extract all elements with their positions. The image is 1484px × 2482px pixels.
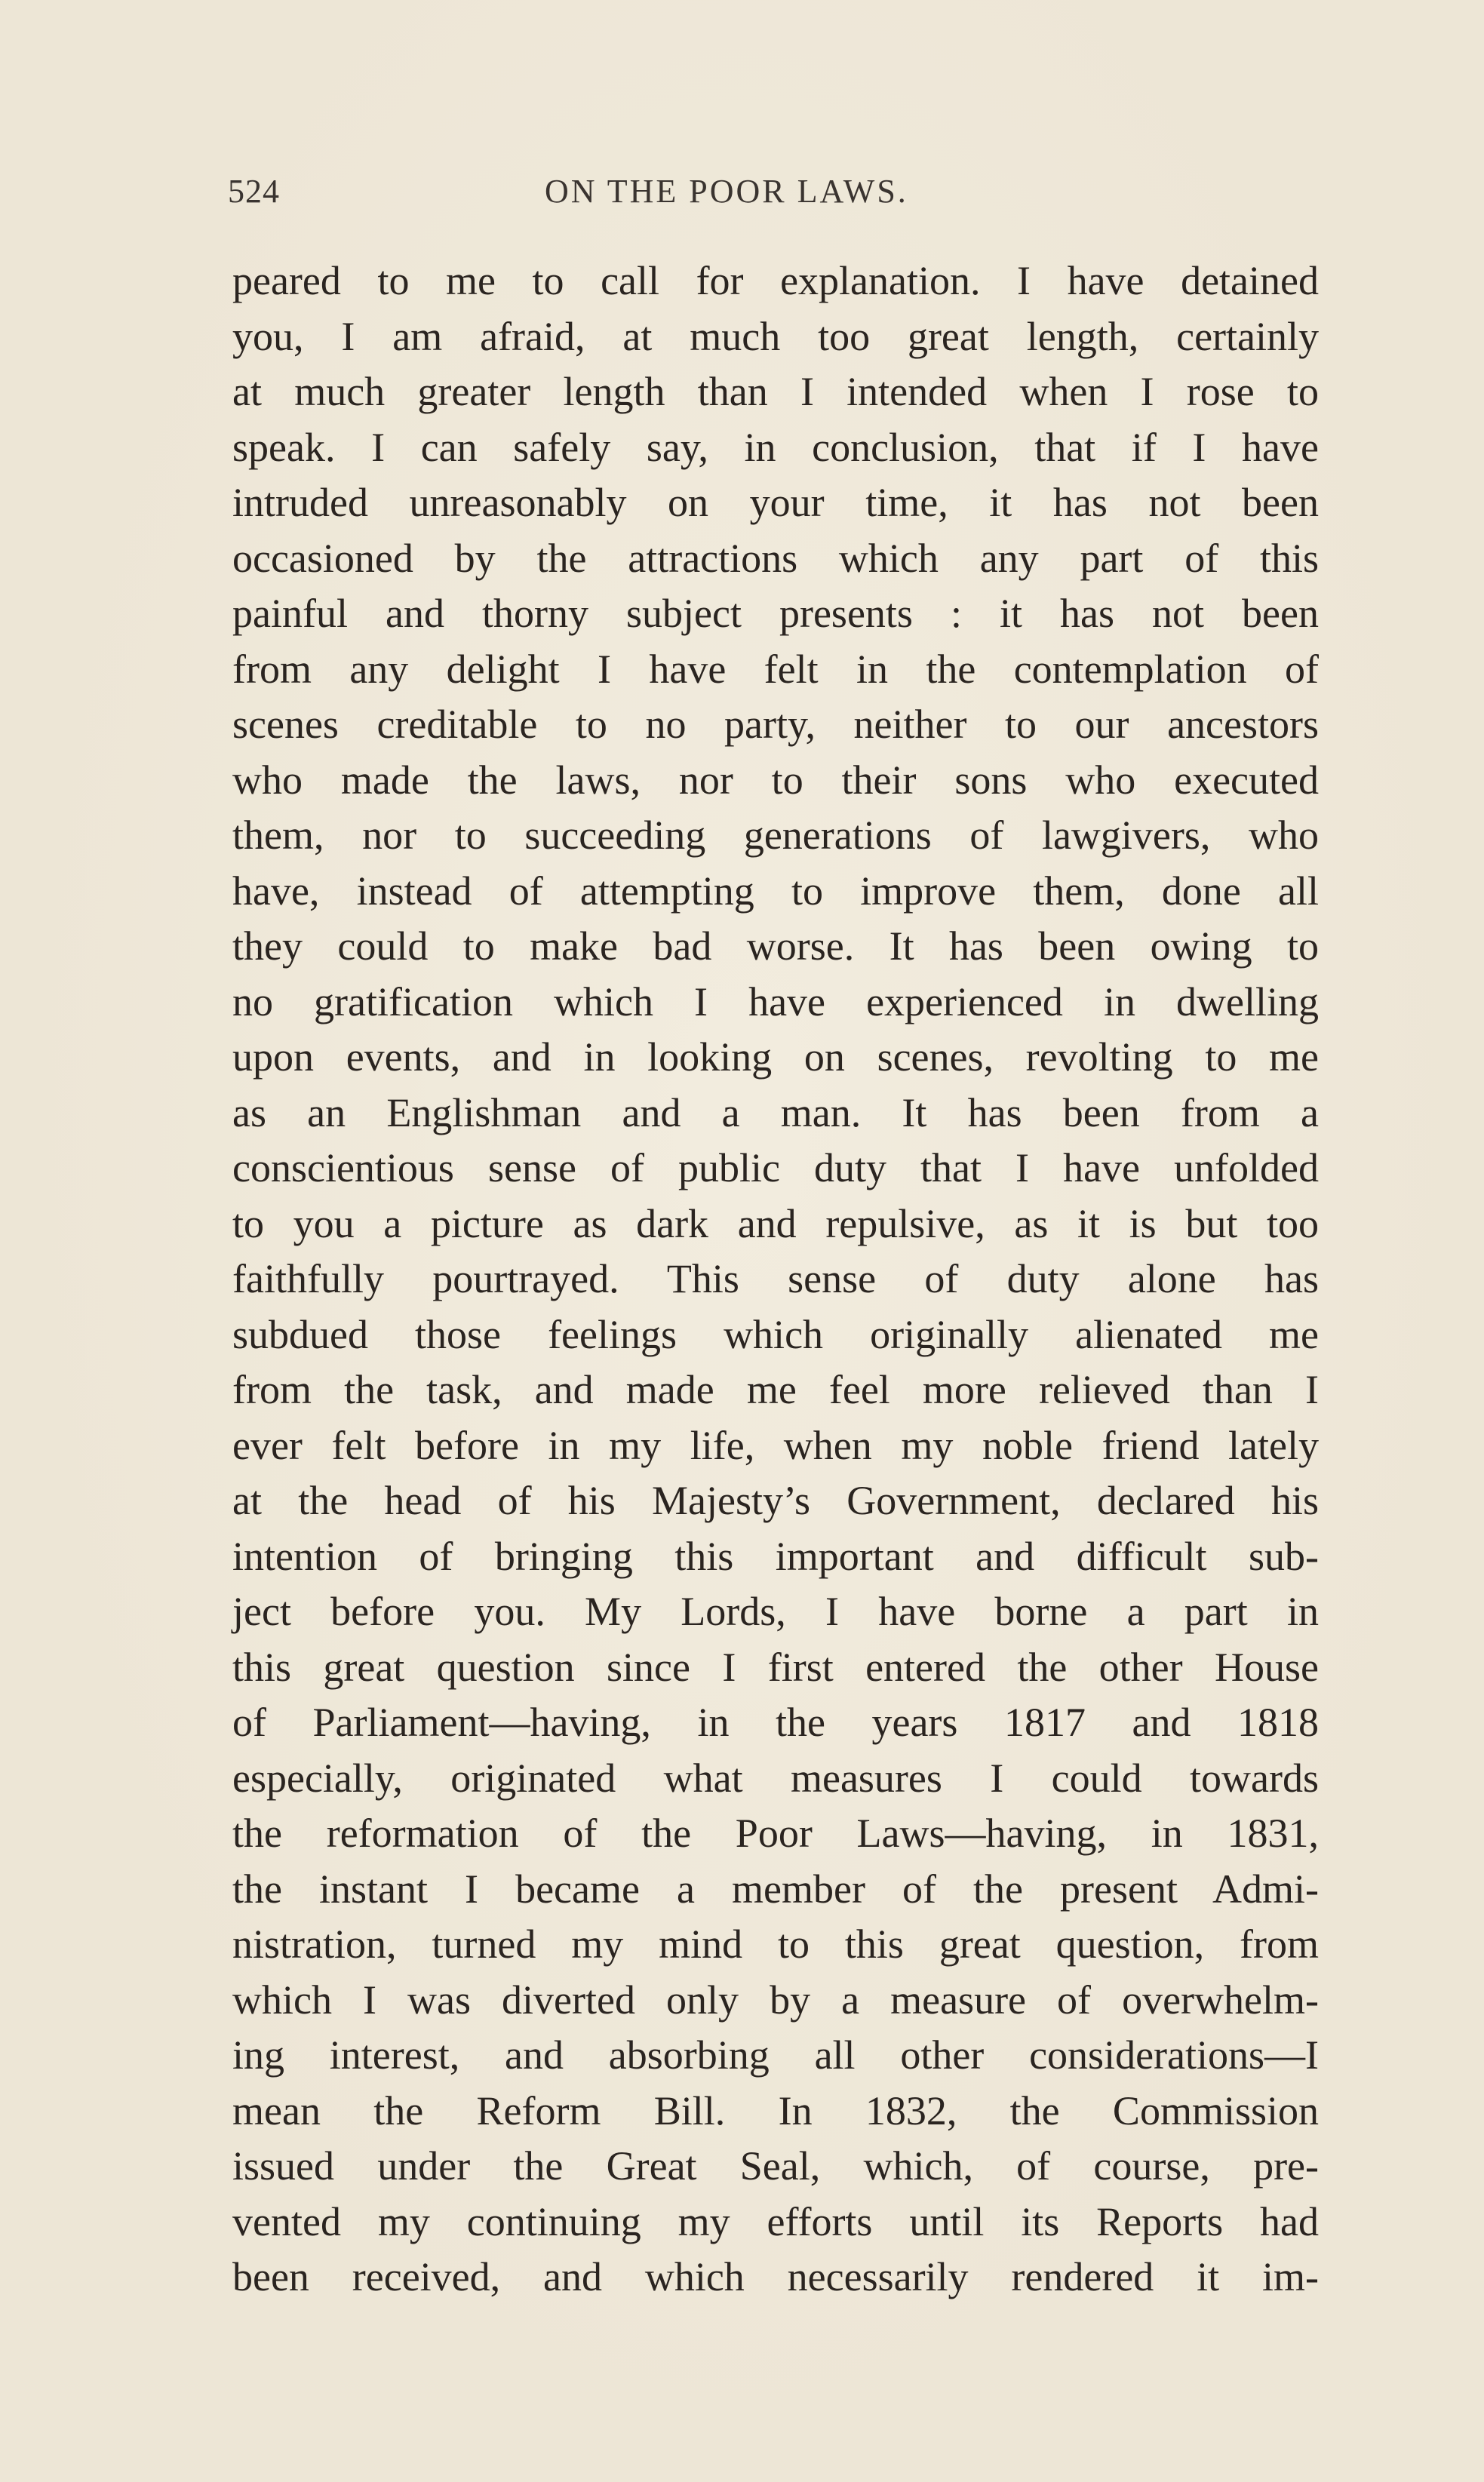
text-line: ject before you. My Lords, I have borne a part in [232,1589,1319,1634]
body-text [232,253,1319,2305]
text-line: as an Englishman and a man. It has been from a [232,1089,1319,1135]
text-line: who made the laws, nor to their sons who executed [232,757,1319,803]
text-line: no gratification which I have experienced in dwelling [232,978,1319,1024]
text-line: from any delight I have felt in the contemplation of [232,646,1319,692]
text-line: peared to me to call for explanation. I have detained [232,258,1319,303]
text-line: them, nor to succeeding generations of lawgivers, who [232,812,1319,858]
text-line: to you a picture as dark and repulsive, as it is but too [232,1200,1319,1246]
text-line: vented my continuing my efforts until its Reports had [232,2198,1319,2244]
text-line: speak. I can safely say, in conclusion, that if I have [232,424,1319,470]
text-line: which I was diverted only by a measure of overwhelm- [232,1977,1319,2023]
text-line: issued under the Great Seal, which, of course, pre- [232,2143,1319,2189]
text-line: intention of bringing this important and difficult sub- [232,1533,1319,1579]
page-number: 524 [228,173,280,210]
text-line: subdued those feelings which originally alienated me [232,1311,1319,1357]
text-line: nistration, turned my mind to this great question, from [232,1921,1319,1967]
text-line: conscientious sense of public duty that I have unfolded [232,1145,1319,1190]
text-line: at much greater length than I intended when I rose to [232,369,1319,414]
text-line: faithfully pourtrayed. This sense of duty alone has [232,1256,1319,1301]
text-line: painful and thorny subject presents : it has not been [232,591,1319,636]
text-line: been received, and which necessarily rendered it im- [232,2254,1319,2299]
text-line: ing interest, and absorbing all other considerations—I [232,2032,1319,2078]
text-line: have, instead of attempting to improve them, done all [232,868,1319,914]
text-line: the instant I became a member of the present Admi- [232,1866,1319,1912]
text-line: mean the Reform Bill. In 1832, the Commission [232,2087,1319,2133]
text-line: scenes creditable to no party, neither to our ancestors [232,702,1319,747]
text-line: ever felt before in my life, when my noble friend lately [232,1422,1319,1468]
text-line: this great question since I first entered the other House [232,1644,1319,1690]
running-head: ON THE POOR LAWS. [545,173,908,210]
text-line: of Parliament—having, in the years 1817 and 1818 [232,1700,1319,1745]
text-line: especially, originated what measures I could towards [232,1755,1319,1801]
page-header [228,167,1314,228]
text-line: intruded unreasonably on your time, it has not been [232,480,1319,525]
text-line: occasioned by the attractions which any part of this [232,535,1319,581]
text-line: from the task, and made me feel more relieved than I [232,1367,1319,1412]
text-line: they could to make bad worse. It has been owing to [232,923,1319,969]
text-line: upon events, and in looking on scenes, revolting to me [232,1034,1319,1080]
text-line: you, I am afraid, at much too great length, certainly [232,313,1319,359]
text-line: at the head of his Majesty’s Government, declared his [232,1478,1319,1523]
text-line: the reformation of the Poor Laws—having, in 1831, [232,1811,1319,1856]
